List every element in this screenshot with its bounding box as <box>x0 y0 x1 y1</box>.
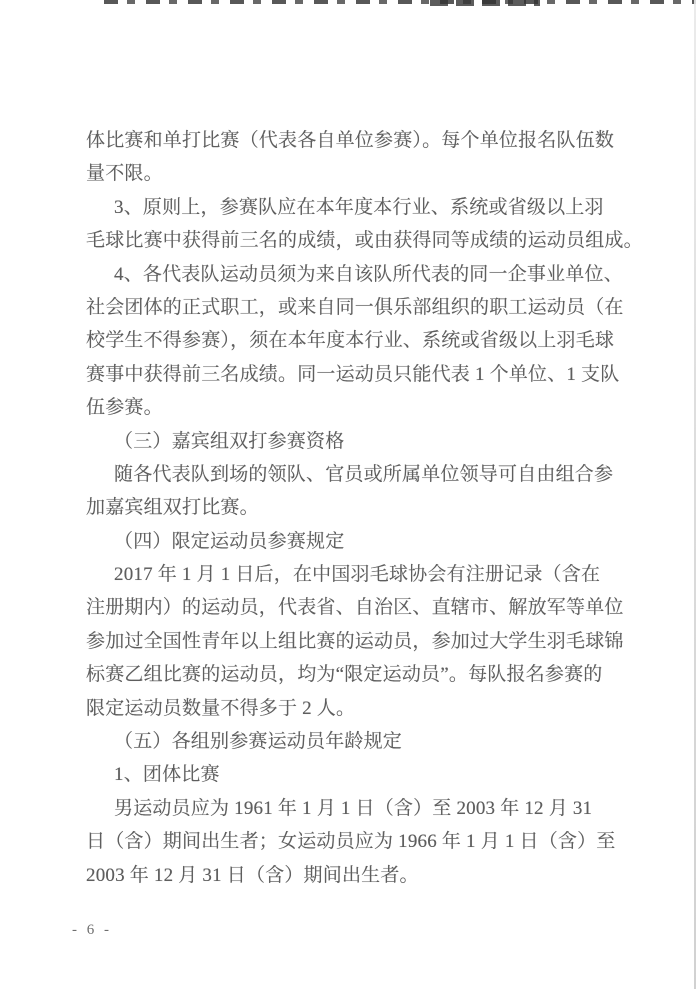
text-line: 4、各代表队运动员须为来自该队所代表的同一企事业单位、 <box>114 263 623 285</box>
scan-artifact-top-edge <box>104 0 696 4</box>
page-number: - 6 - <box>72 922 112 938</box>
text-line: （四）限定运动员参赛规定 <box>114 530 345 552</box>
scan-artifact-top-edge-heavy <box>430 0 540 6</box>
text-line: 赛事中获得前三名成绩。同一运动员只能代表 1 个单位、1 支队 <box>86 363 620 385</box>
text-line: 日（含）期间出生者；女运动员应为 1966 年 1 月 1 日（含）至 <box>86 831 616 853</box>
text-line: 加嘉宾组双打比赛。 <box>86 497 259 519</box>
text-line: 限定运动员数量不得多于 2 人。 <box>86 697 356 719</box>
text-line: 2003 年 12 月 31 日（含）期间出生者。 <box>86 864 419 886</box>
text-line: 参加过全国性青年以上组比赛的运动员，参加过大学生羽毛球锦 <box>86 630 624 652</box>
text-line: 量不限。 <box>86 163 163 185</box>
text-line: 标赛乙组比赛的运动员，均为“限定运动员”。每队报名参赛的 <box>86 664 603 686</box>
text-line: 伍参赛。 <box>86 397 163 419</box>
document-body <box>86 124 643 892</box>
text-line: 男运动员应为 1961 年 1 月 1 日（含）至 2003 年 12 月 31 <box>114 797 593 819</box>
text-line: 1、团体比赛 <box>114 764 220 786</box>
text-line: 3、原则上，参赛队应在本年度本行业、系统或省级以上羽 <box>114 196 604 218</box>
text-line: （三）嘉宾组双打参赛资格 <box>114 430 345 452</box>
scan-artifact-right-edge <box>694 0 696 989</box>
text-line: 2017 年 1 月 1 日后，在中国羽毛球协会有注册记录（含在 <box>114 564 601 586</box>
text-line: 社会团体的正式职工，或来自同一俱乐部组织的职工运动员（在 <box>86 296 624 318</box>
text-line: 随各代表队到场的领队、官员或所属单位领导可自由组合参 <box>114 463 614 485</box>
text-line: 体比赛和单打比赛（代表各自单位参赛）。每个单位报名队伍数 <box>86 130 615 151</box>
text-line: 毛球比赛中获得前三名的成绩，或由获得同等成绩的运动员组成。 <box>86 230 643 252</box>
text-line: 校学生不得参赛），须在本年度本行业、系统或省级以上羽毛球 <box>86 330 615 352</box>
text-line: 注册期内）的运动员，代表省、自治区、直辖市、解放军等单位 <box>86 597 624 619</box>
text-line: （五）各组别参赛运动员年龄规定 <box>114 731 403 753</box>
